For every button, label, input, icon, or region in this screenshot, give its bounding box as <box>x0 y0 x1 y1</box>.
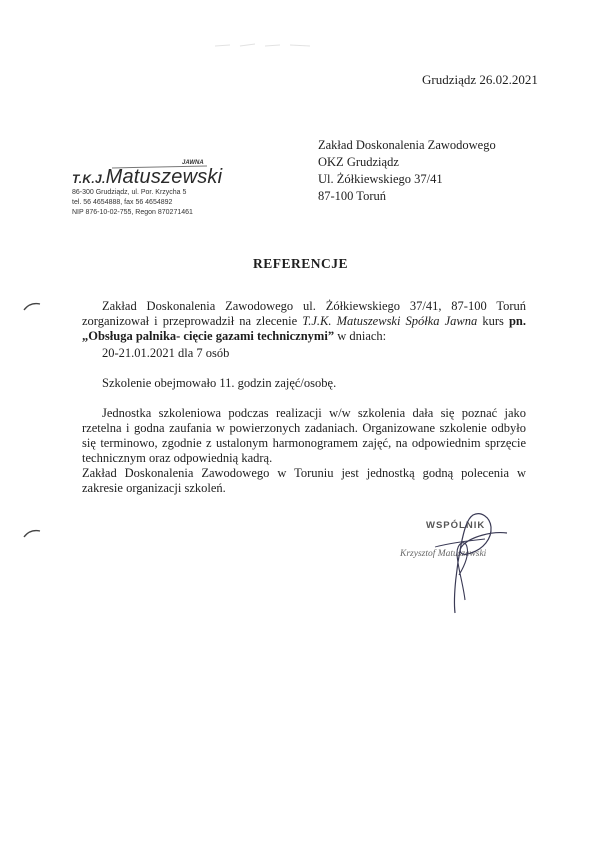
logo-tag: JAWNA <box>182 160 204 166</box>
paragraph-evaluation: Jednostka szkoleniowa podczas realizacji w/w szkolenia dała się poznać jako rzetelna i godna zaufania w powierzonych zadaniach. Organizowane szkolenie odbyło się terminowo, zgodnie z ustalonym harmonogramem zajęć, na odpowiednim sprzęcie technicznym oraz odpowiednią kadrą. <box>82 406 526 465</box>
recipient-line: Ul. Żółkiewskiego 37/41 <box>318 172 443 186</box>
recipient-line: OKZ Grudziądz <box>318 155 399 169</box>
signature-block <box>400 515 560 615</box>
stamp-title: WSPÓLNIK <box>426 520 486 531</box>
intro-text-mid: kurs <box>477 314 509 328</box>
stamp-name: Krzysztof Matuszewski <box>400 549 487 559</box>
handwritten-signature <box>395 505 525 620</box>
paragraph-intro <box>82 299 526 344</box>
scan-artifact <box>210 40 320 50</box>
company-name-italic: T.J.K. Matuszewski Spółka Jawna <box>302 314 478 328</box>
company-address: 86-300 Grudziądz, ul. Por. Krzycha 5 <box>72 189 187 196</box>
intro-text-end: w dniach: <box>334 329 387 343</box>
company-logo-block <box>72 160 223 218</box>
course-name: pn. „Obsługa palnika- cięcie gazami technicznymi” <box>82 314 526 343</box>
recipient-line: Zakład Doskonalenia Zawodowego <box>318 138 496 152</box>
recipient-address <box>318 137 496 205</box>
training-hours: Szkolenie obejmowało 11. godzin zajęć/osobę. <box>102 376 337 390</box>
company-phone: tel. 56 4654888, fax 56 4654892 <box>72 199 173 206</box>
logo-name: Matuszewski <box>105 166 223 188</box>
logo-wordmark <box>72 166 222 189</box>
punch-hole-mark-bottom <box>22 527 44 541</box>
training-dates: 20-21.01.2021 dla 7 osób <box>102 346 230 360</box>
document-title: REFERENCJE <box>252 256 348 271</box>
logo-prefix: T.K.J. <box>72 172 106 186</box>
punch-hole-mark-top <box>22 300 44 314</box>
document-date: Grudziądz 26.02.2021 <box>422 72 538 87</box>
recipient-line: 87-100 Toruń <box>318 189 386 203</box>
paragraph-recommendation: Zakład Doskonalenia Zawodowego w Toruniu jest jednostką godną polecenia w zakresie organizacji szkoleń. <box>82 466 526 495</box>
company-contact <box>72 188 217 218</box>
company-ids: NIP 876-10-02-755, Regon 870271461 <box>72 209 193 216</box>
intro-text: Zakład Doskonalenia Zawodowego ul. Żółkiewskiego 37/41, 87-100 Toruń zorganizował i przeprowadził na zlecenie <box>82 299 526 328</box>
